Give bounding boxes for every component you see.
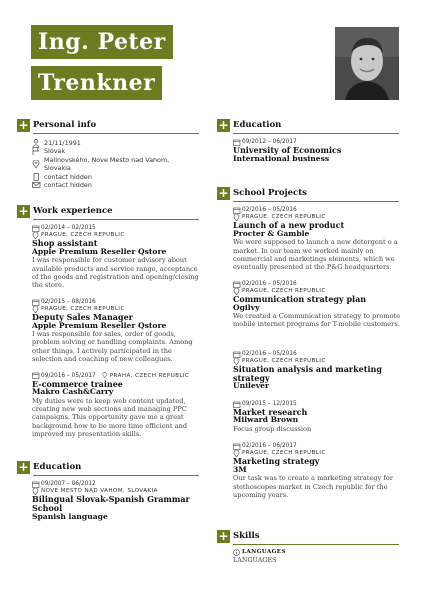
nationality-row bbox=[32, 147, 202, 155]
plus-icon: + bbox=[218, 118, 229, 132]
desc-line: commercial and marketings elements, which we bbox=[233, 255, 395, 264]
university-subtitle: International business bbox=[233, 153, 330, 163]
desc-line: I was responsible for customer advisory about bbox=[32, 256, 187, 265]
desc-line: campaigns. This opportunity gave me a great bbox=[32, 413, 184, 422]
calendar-icon bbox=[32, 481, 40, 488]
location-pin-icon bbox=[233, 450, 241, 457]
dates: 02/2015 – 08/2016 bbox=[41, 298, 96, 305]
desc-line: market. In our team we worked mainly on bbox=[233, 246, 374, 255]
dates: 09/2012 – 06/2017 bbox=[242, 139, 297, 145]
project-entry bbox=[233, 401, 405, 433]
location: PRAGUE, CZECH REPUBLIC bbox=[242, 288, 326, 295]
project-entry bbox=[233, 207, 405, 272]
section-school-projects bbox=[217, 187, 399, 201]
location bbox=[102, 373, 190, 379]
section-title: Skills bbox=[233, 531, 260, 541]
nationality: Slovak bbox=[44, 147, 66, 155]
dates: 02/2016 – 05/2016 bbox=[242, 280, 297, 287]
education-left-entry bbox=[32, 481, 204, 521]
phone: contact hidden bbox=[44, 173, 92, 181]
dates-row bbox=[233, 281, 405, 288]
calendar-icon bbox=[233, 281, 241, 288]
desc-line: We created a Communication strategy to promote bbox=[233, 312, 401, 321]
desc-line: available products and service range, acceptance bbox=[32, 264, 198, 273]
email: contact hidden bbox=[44, 181, 92, 189]
project-title-cont: strategy bbox=[233, 372, 270, 383]
location-pin-icon bbox=[233, 358, 241, 365]
location-pin-icon bbox=[32, 232, 40, 239]
desc-line: My duties were to keep web content updated, bbox=[32, 396, 186, 405]
dates-location-row bbox=[32, 372, 202, 380]
section-personal-info bbox=[17, 119, 199, 133]
desc-line: upcoming years. bbox=[233, 491, 289, 500]
dates-row bbox=[233, 139, 403, 146]
phone-icon bbox=[32, 173, 41, 181]
location-pin-icon bbox=[32, 306, 40, 313]
project-org: Unilever bbox=[233, 381, 269, 391]
name-last-line: Trenkner bbox=[31, 66, 162, 100]
job-description bbox=[32, 397, 202, 439]
personal-info-list bbox=[32, 139, 202, 189]
section-education-left bbox=[17, 461, 199, 475]
project-org: Milward Brown bbox=[233, 415, 299, 425]
work-entry bbox=[32, 372, 202, 439]
address-line-1: Malinovského, Nove Mesto nad Vahom, bbox=[44, 156, 170, 164]
work-list bbox=[32, 225, 202, 447]
divider bbox=[33, 475, 199, 476]
profile-photo bbox=[335, 27, 399, 100]
dates-row bbox=[233, 401, 405, 408]
location-row bbox=[32, 488, 204, 495]
dates: 02/2016 – 06/2017 bbox=[242, 443, 297, 450]
project-description bbox=[233, 238, 405, 272]
desc-line: other things, I actively participated in the bbox=[32, 346, 172, 355]
location-row bbox=[32, 306, 202, 313]
flag-icon bbox=[32, 147, 41, 155]
job-description bbox=[32, 330, 202, 364]
desc-line: creating new web sections and managing PPC bbox=[32, 405, 187, 414]
desc-line: Focus group discussion bbox=[233, 424, 312, 433]
location-row bbox=[32, 232, 202, 239]
desc-line: Our task was to create a marketing strategy for bbox=[233, 474, 393, 483]
dates-row bbox=[233, 443, 405, 450]
address-row bbox=[32, 156, 202, 172]
location-row bbox=[233, 288, 405, 295]
project-entry bbox=[233, 351, 405, 391]
skills-heading: LANGUAGES bbox=[242, 549, 286, 555]
desc-line: I was responsible for sales, order of goods, bbox=[32, 330, 176, 339]
calendar-icon bbox=[233, 139, 241, 146]
location-pin-icon bbox=[233, 214, 241, 221]
plus-icon: + bbox=[218, 186, 229, 200]
divider bbox=[233, 201, 399, 202]
calendar-icon bbox=[233, 351, 241, 358]
dates: 02/2016 – 05/2016 bbox=[242, 350, 297, 357]
dates-row bbox=[233, 351, 405, 358]
project-entry bbox=[233, 443, 405, 499]
desc-line: stethoscopes market in Czech republic for the bbox=[233, 482, 388, 491]
school-title-cont: School bbox=[32, 503, 63, 513]
job-title: Deputy Sales Manager bbox=[32, 312, 133, 323]
dates: 09/2007 – 06/2012 bbox=[41, 481, 96, 487]
desc-line: We were supposed to launch a new detergent o a bbox=[233, 238, 398, 247]
project-org: Ogilvy bbox=[233, 302, 260, 312]
skills-heading-row bbox=[233, 549, 403, 556]
job-title: Shop assistant bbox=[32, 238, 98, 249]
dates: 02/2016 – 05/2016 bbox=[242, 207, 297, 213]
project-org: Procter & Gamble bbox=[233, 229, 310, 238]
school-title: Bilingual Slovak-Spanish Grammar bbox=[32, 494, 190, 505]
section-title: Education bbox=[33, 462, 82, 472]
location-text: PRAHA, CZECH REPUBLIC bbox=[109, 372, 190, 379]
calendar-icon bbox=[233, 443, 241, 450]
address-line-2: Slovakia bbox=[44, 164, 71, 172]
project-entry bbox=[233, 281, 405, 329]
divider bbox=[233, 544, 399, 545]
plus-icon: + bbox=[18, 118, 29, 132]
section-skills bbox=[217, 530, 399, 544]
location: PRAGUE, CZECH REPUBLIC bbox=[41, 232, 125, 239]
desc-line: background how to be more time efficient and bbox=[32, 421, 188, 430]
dates-row bbox=[32, 481, 204, 488]
desc-line: mobile internet programs for T-mobile customers. bbox=[233, 320, 400, 329]
university-title: University of Economics bbox=[233, 145, 342, 156]
dates: 09/2015 – 12/2015 bbox=[242, 400, 297, 407]
plus-icon: + bbox=[218, 529, 229, 543]
project-title: Launch of a new product bbox=[233, 220, 345, 231]
location: PRAGUE, CZECH REPUBLIC bbox=[242, 358, 326, 365]
phone-row bbox=[32, 173, 202, 181]
project-title: Market research bbox=[233, 406, 308, 417]
person-icon bbox=[32, 139, 41, 147]
location-pin-icon bbox=[32, 160, 41, 168]
divider bbox=[233, 133, 399, 134]
project-description bbox=[233, 425, 405, 433]
job-description bbox=[32, 256, 202, 290]
company: Apple Premium Reseller Qstore bbox=[32, 320, 167, 330]
dates-row bbox=[32, 225, 202, 232]
section-title: Education bbox=[233, 120, 282, 130]
work-entry bbox=[32, 225, 202, 290]
calendar-icon bbox=[32, 299, 40, 306]
projects-list bbox=[233, 207, 405, 507]
location-row bbox=[233, 358, 405, 365]
desc-line: improved my presentation skills. bbox=[32, 430, 142, 439]
desc-line: eventually presented at the P&G headquarters. bbox=[233, 263, 392, 272]
info-icon bbox=[233, 549, 241, 556]
envelope-icon bbox=[32, 181, 41, 189]
school-subtitle: Spanish language bbox=[32, 511, 108, 521]
location-pin-icon bbox=[102, 372, 108, 378]
dates-row bbox=[32, 299, 202, 306]
education-right-entry bbox=[233, 139, 403, 163]
location-pin-icon bbox=[233, 288, 241, 295]
divider bbox=[33, 219, 199, 220]
location: PRAGUE, CZECH REPUBLIC bbox=[242, 214, 326, 221]
name-first-line: Ing. Peter bbox=[31, 25, 173, 59]
project-title: Situation analysis and marketing bbox=[233, 364, 382, 375]
location: NOVE MESTO NAD VAHOM, SLOVAKIA bbox=[41, 488, 158, 495]
skills-value: LANGUAGES bbox=[233, 556, 277, 565]
section-title: Work experience bbox=[33, 206, 113, 216]
location-row bbox=[233, 214, 405, 221]
section-work-experience bbox=[17, 205, 199, 219]
plus-icon: + bbox=[18, 460, 29, 474]
project-description bbox=[233, 474, 405, 499]
skills-list bbox=[233, 549, 403, 565]
location-pin-icon bbox=[32, 488, 40, 495]
project-title: Marketing strategy bbox=[233, 456, 320, 467]
birth-row bbox=[32, 139, 202, 147]
plus-icon: + bbox=[18, 204, 29, 218]
email-row bbox=[32, 181, 202, 189]
dates: 02/2014 – 02/2015 bbox=[41, 225, 96, 231]
location: PRAGUE, CZECH REPUBLIC bbox=[242, 450, 326, 457]
calendar-icon bbox=[233, 207, 241, 214]
project-org: 3M bbox=[233, 465, 247, 475]
dates: 09/2016 – 05/2017 bbox=[41, 372, 96, 379]
location-row bbox=[233, 450, 405, 457]
project-title: Communication strategy plan bbox=[233, 294, 367, 305]
calendar-icon bbox=[32, 372, 40, 379]
project-description bbox=[233, 312, 405, 329]
dates-row bbox=[233, 207, 405, 214]
desc-line: the store. bbox=[32, 281, 65, 290]
location: PRAGUE, CZECH REPUBLIC bbox=[41, 306, 125, 313]
work-entry bbox=[32, 299, 202, 364]
desc-line: of the goods and registration and opening/closing bbox=[32, 273, 199, 282]
calendar-icon bbox=[32, 225, 40, 232]
section-education-right bbox=[217, 119, 399, 133]
job-title: E-commerce trainee bbox=[32, 378, 123, 389]
divider bbox=[33, 133, 199, 134]
birth-date: 21/11/1991 bbox=[44, 139, 81, 147]
calendar-icon bbox=[233, 401, 241, 408]
section-title: School Projects bbox=[233, 188, 307, 198]
section-title: Personal info bbox=[33, 120, 97, 130]
desc-line: problem solving or handling complaints. Among bbox=[32, 338, 193, 347]
company: Apple Premium Reseller Qstore bbox=[32, 247, 167, 256]
desc-line: selection and coaching of new colleagues. bbox=[32, 355, 173, 364]
company: Makro Cash&Carry bbox=[32, 387, 114, 397]
